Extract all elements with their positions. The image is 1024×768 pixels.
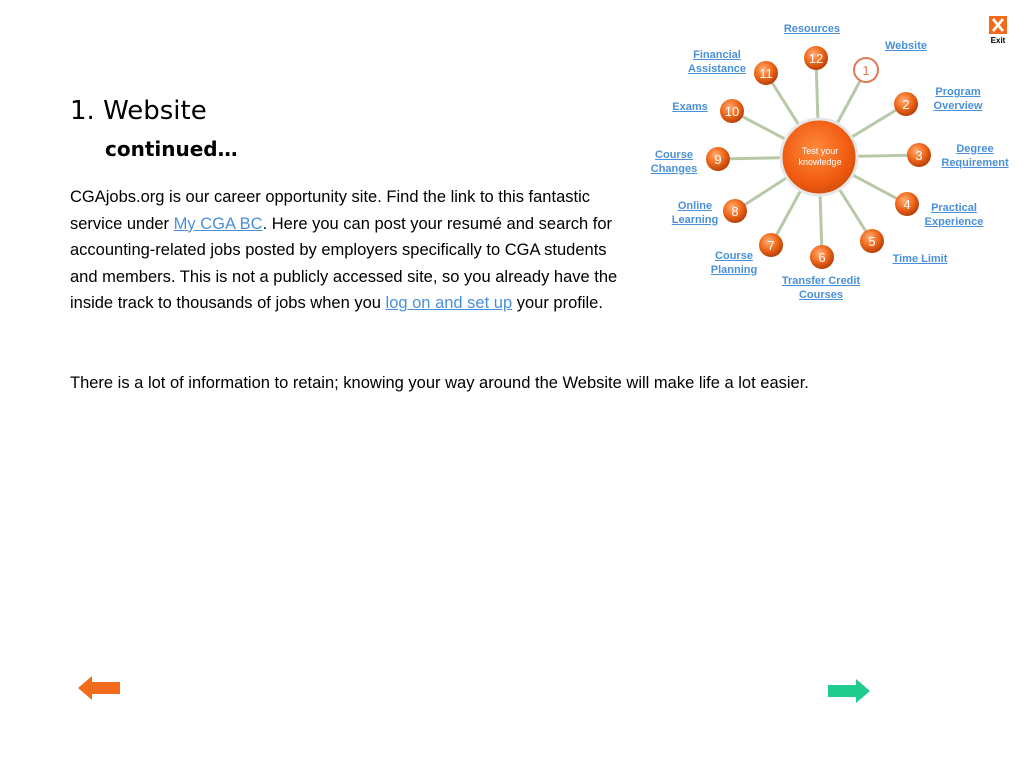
hub-label: Test your knowledge [798, 146, 842, 167]
svg-text:9: 9 [714, 152, 722, 167]
wheel-label-resources[interactable]: Resources [783, 23, 841, 35]
para1-text-2: . Here you can post your resumé and search for accounting-related jobs posted by employers specifically to CGA students and members. This is not a publicly accessed site, so you already have the inside track to thousands of jobs when you [70, 214, 618, 313]
wheel-label-practical-experience[interactable]: Practical Experience [924, 202, 984, 228]
node-1[interactable] [854, 58, 878, 82]
svg-text:6: 6 [818, 250, 826, 265]
wheel-label-program-overview[interactable]: Program Overview [933, 86, 983, 112]
node-3[interactable] [907, 143, 931, 167]
wheel-label-time-limit[interactable]: Time Limit [892, 253, 948, 265]
node-9[interactable] [706, 147, 730, 171]
svg-text:1: 1 [862, 63, 870, 78]
svg-text:7: 7 [767, 238, 775, 253]
svg-text:10: 10 [724, 104, 740, 119]
node-6[interactable] [810, 245, 834, 269]
node-10[interactable] [720, 99, 744, 123]
wheel-label-course-changes[interactable]: Course Changes [650, 149, 698, 175]
node-4[interactable] [895, 192, 919, 216]
back-button[interactable] [76, 674, 122, 702]
my-cga-bc-link[interactable]: My CGA BC [173, 214, 263, 233]
log-on-setup-link[interactable]: log on and set up [385, 294, 513, 313]
wheel-label-transfer-credit-courses[interactable]: Transfer Credit Courses [781, 275, 861, 301]
arrow-left-icon [76, 674, 122, 702]
node-5[interactable] [860, 229, 884, 253]
wheel-label-website[interactable]: Website [885, 40, 927, 52]
wheel-label-degree-requirement[interactable]: Degree Requirement [941, 143, 1009, 169]
node-2[interactable] [894, 92, 918, 116]
node-12[interactable] [804, 46, 828, 70]
exit-label: Exit [990, 36, 1006, 45]
page-subtitle: continued… [105, 137, 238, 161]
next-button[interactable] [826, 677, 872, 705]
para1-text-1: CGAjobs.org is our career opportunity site. Find the link to this fantastic service under [70, 188, 590, 233]
svg-text:8: 8 [731, 204, 739, 219]
svg-text:12: 12 [808, 51, 824, 66]
wheel-label-exams[interactable]: Exams [672, 101, 708, 113]
svg-text:4: 4 [903, 197, 911, 212]
page-title: 1. Website [70, 96, 207, 126]
body-paragraph-1 [70, 184, 635, 317]
para1-text-3: your profile. [512, 294, 603, 313]
node-8[interactable] [723, 199, 747, 223]
wheel-label-online-learning[interactable]: Online Learning [671, 200, 719, 226]
wheel-label-financial-assistance[interactable]: Financial Assistance [687, 49, 747, 75]
svg-text:3: 3 [915, 148, 923, 163]
svg-text:5: 5 [868, 234, 876, 249]
svg-text:11: 11 [759, 66, 773, 81]
svg-text:2: 2 [902, 97, 910, 112]
arrow-right-icon [826, 677, 872, 705]
hub-button[interactable] [781, 119, 857, 195]
wheel-label-course-planning[interactable]: Course Planning [710, 250, 758, 276]
node-11[interactable] [754, 61, 778, 85]
body-paragraph-2: There is a lot of information to retain; knowing your way around the Website will make life a lot easier. [70, 374, 809, 392]
